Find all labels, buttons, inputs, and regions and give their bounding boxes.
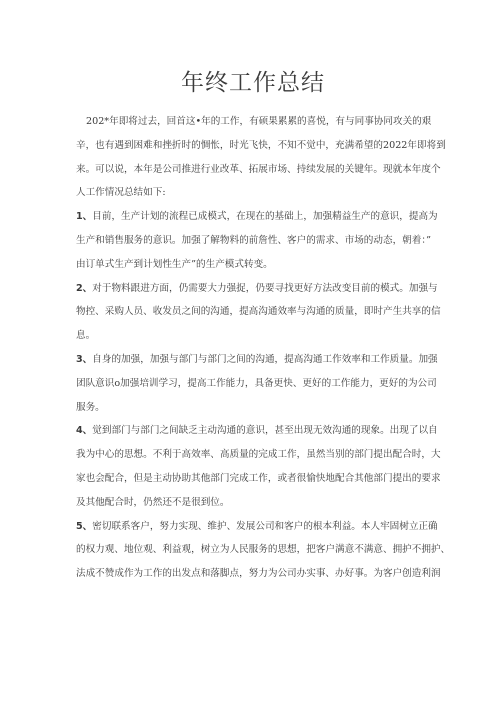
item-line: 法成不赞成作为工作的出发点和落脚点，努力为公司办实事、办好事。为客户创造利润 [76, 568, 441, 580]
item-line: 自身的加强，加强与部门与部门之间的沟通，提高沟通工作效率和工作质量。加强 [92, 353, 438, 365]
item-2-paragraph [76, 277, 441, 348]
item-number: 3、 [76, 353, 93, 365]
item-5-paragraph [76, 515, 451, 586]
item-line: 对于物料跟进方面，仍需要大力强捉，仍要寻找更好方法改变目前的模式。加强与 [92, 282, 438, 294]
item-line: 密切联系客户，努力实现、维护、发展公司和客户的根本利益。本人牢固树立正确 [92, 520, 438, 532]
item-line: 家也会配合，但是主动协助其他部门完成工作，或者很愉快地配合其他部门提出的要求 [76, 472, 441, 484]
item-line: 及其他配合时，仍然还不是很到位。 [76, 496, 230, 508]
document-title: 年终工作总结 [181, 70, 325, 96]
item-number: 4、 [76, 425, 93, 437]
intro-line: 人工作情况总结如下: [76, 187, 166, 199]
item-line: 觉到部门与部门之间缺乏主动沟通的意识，甚至出现无效沟通的现象。出现了以自 [92, 425, 438, 437]
item-number: 5、 [76, 520, 93, 532]
item-3-paragraph [76, 348, 438, 419]
item-line: 服务。 [76, 401, 105, 413]
item-line: 的权力观、地位观、利益观，树立为人民服务的思想，把客户满意不满意、拥护不拥护、 [76, 544, 451, 556]
intro-paragraph [76, 110, 446, 205]
item-line: 由订单式生产到计划性生产”的生产模式转变。 [76, 258, 273, 270]
item-number: 2、 [76, 282, 93, 294]
item-1-paragraph [76, 205, 438, 276]
item-line: 生产和销售服务的意识。加强了解物料的前詹性、客户的需求、市场的动态，朝着：” [76, 234, 432, 246]
item-line: 我为中心的思想。不利于高效率、高质量的完成工作，虽然当别的部门提出配合时，大 [76, 449, 441, 461]
item-4-paragraph [76, 419, 441, 514]
item-line: 团队意识o加强培训学习，提高工作能力，具备更快、更好的工作能力，更好的为公司 [76, 377, 437, 389]
item-number: 1、 [76, 211, 93, 223]
item-line: 目前，生产计划的流程已成模式，在现在的基础上，加强精益生产的意识，提高为 [92, 211, 438, 223]
intro-line: 来。可以说，本年是公司推进行业改革、拓展市场、持续发展的关键年。现就本年度个 [76, 163, 441, 175]
intro-line: 辛，也有遇到困难和挫折时的惆怅，时光飞快，不知不觉中，充满希望的2022年即将到 [76, 139, 446, 151]
intro-line: 202*年即将过去，回首这•年的工作，有硕果累累的喜悦，有与同事协同攻关的艰 [86, 116, 432, 127]
item-line: 物控、采购人员、收发员之间的沟通，提高沟通效率与沟通的质量，即时产生共享的信 [76, 306, 441, 318]
item-line: 息。 [76, 330, 96, 342]
